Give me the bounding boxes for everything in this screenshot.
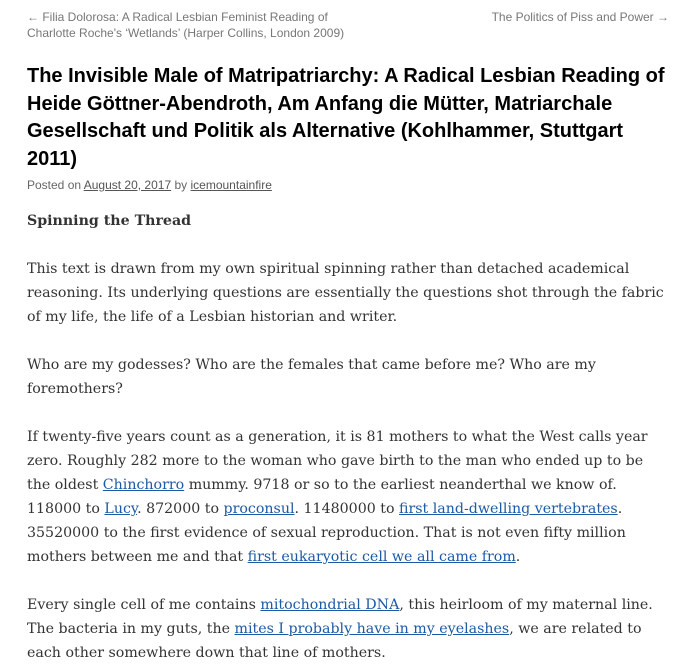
paragraph-text: mummy. 9718 or so to the earliest neanderthal we know of. 118000 to <box>27 477 617 517</box>
eyelash-mites-link[interactable]: mites I probably have in my eyelashes <box>234 621 510 637</box>
vertebrates-link[interactable]: first land-dwelling vertebrates <box>399 501 618 517</box>
previous-post-title: Filia Dolorosa: A Radical Lesbian Feminist Reading of Charlotte Roche's ‘Wetlands’ (Harper Collins, London 2009) <box>27 10 345 40</box>
author-link[interactable]: icemountainfire <box>190 178 272 192</box>
post-content <box>27 209 669 665</box>
paragraph-text: . 872000 to <box>137 501 224 517</box>
section-heading: Spinning the Thread <box>27 213 192 229</box>
proconsul-link[interactable]: proconsul <box>223 501 295 517</box>
paragraph-text: , this heirloom of my maternal line. The bacteria in my guts, the <box>27 597 653 637</box>
paragraph-text: If twenty-five years count as a generation, it is 81 mothers to what the West calls year zero. Roughly 282 more to the woman who gave birth to the man who ended up to be the oldest <box>27 429 648 493</box>
lucy-link[interactable]: Lucy <box>104 501 138 517</box>
paragraph-text: . 11480000 to <box>294 501 400 517</box>
paragraph-text: . 35520000 to the first evidence of sexual reproduction. That is not even fifty million mothers between me and that <box>27 501 626 565</box>
paragraph-text: Every single cell of me contains <box>27 597 261 613</box>
posted-on-label: Posted on <box>27 178 82 192</box>
paragraph-3 <box>27 425 669 569</box>
mitochondrial-dna-link[interactable]: mitochondrial DNA <box>260 597 400 613</box>
post-meta <box>27 177 669 193</box>
post-date-link[interactable]: August 20, 2017 <box>83 178 172 192</box>
right-arrow-icon: → <box>657 10 669 24</box>
paragraph-1: This text is drawn from my own spiritual spinning rather than detached academical reasoning. Its underlying questions are essentially the questions shot through the fabric of my life, the life of a Lesbian historian and writer. <box>27 261 664 325</box>
previous-post-link[interactable] <box>27 9 357 41</box>
paragraph-text: , we are related to each other somewhere down that line of mothers. <box>27 621 642 661</box>
post-title: The Invisible Male of Matripatriarchy: A Radical Lesbian Reading of Heide Göttner-Abendroth, Am Anfang die Mütter, Matriarchale Gesellschaft und Politik als Alternative (Kohlhammer, Stuttgart 2011) <box>27 65 665 170</box>
by-label: by <box>174 178 188 192</box>
next-post-title: The Politics of Piss and Power <box>491 10 654 24</box>
left-arrow-icon: ← <box>27 10 39 24</box>
paragraph-text: . <box>515 549 521 565</box>
chinchorro-link[interactable]: Chinchorro <box>102 477 185 493</box>
eukaryotic-cell-link[interactable]: first eukaryotic cell we all came from <box>247 549 516 565</box>
post-navigation <box>27 0 669 44</box>
paragraph-4 <box>27 593 669 665</box>
next-post-link[interactable] <box>492 9 669 25</box>
paragraph-2: Who are my godesses? Who are the females that came before me? Who are my foremothers? <box>27 357 596 397</box>
